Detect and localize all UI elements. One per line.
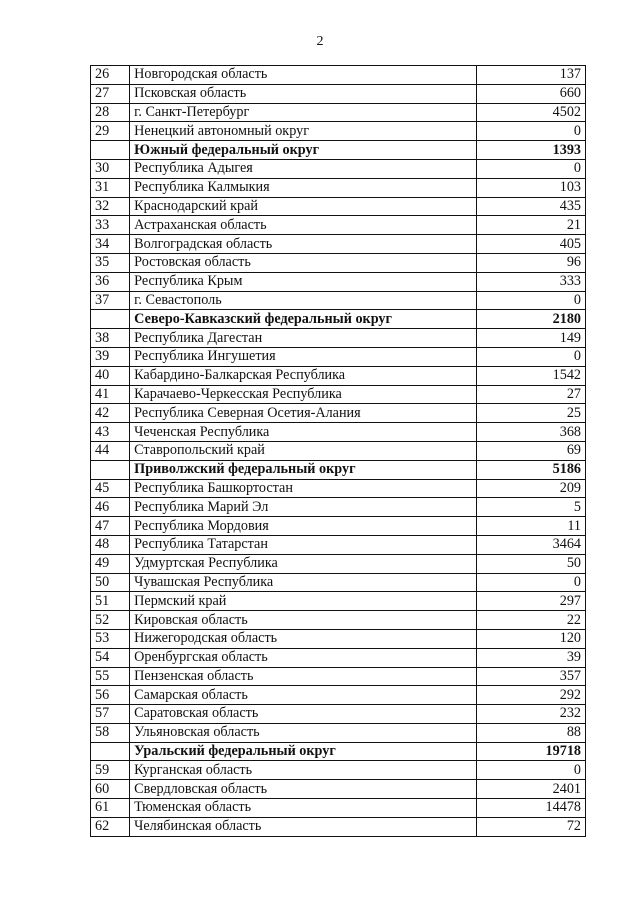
row-number: 62 xyxy=(91,817,130,836)
region-value: 103 xyxy=(476,178,585,197)
region-value: 435 xyxy=(476,197,585,216)
district-total: 2180 xyxy=(476,310,585,329)
district-row xyxy=(91,460,586,479)
row-number: 47 xyxy=(91,517,130,536)
table-row xyxy=(91,122,586,141)
row-number: 53 xyxy=(91,629,130,648)
region-name: Челябинская область xyxy=(130,817,476,836)
row-number: 50 xyxy=(91,573,130,592)
row-number: 26 xyxy=(91,66,130,85)
row-number: 27 xyxy=(91,84,130,103)
page-number: 2 xyxy=(316,34,324,49)
regions-table-body xyxy=(91,66,586,837)
table-row xyxy=(91,84,586,103)
table-row xyxy=(91,780,586,799)
region-value: 357 xyxy=(476,667,585,686)
table-row xyxy=(91,197,586,216)
region-name: Республика Мордовия xyxy=(130,517,476,536)
table-row xyxy=(91,705,586,724)
table-row xyxy=(91,216,586,235)
region-value: 0 xyxy=(476,122,585,141)
region-name: Свердловская область xyxy=(130,780,476,799)
table-row xyxy=(91,799,586,818)
row-number: 41 xyxy=(91,385,130,404)
table-row xyxy=(91,366,586,385)
row-number: 34 xyxy=(91,235,130,254)
region-value: 660 xyxy=(476,84,585,103)
table-row xyxy=(91,404,586,423)
region-name: Оренбургская область xyxy=(130,648,476,667)
row-number: 28 xyxy=(91,103,130,122)
row-number: 36 xyxy=(91,272,130,291)
table-row xyxy=(91,667,586,686)
region-name: Ставропольский край xyxy=(130,441,476,460)
row-number: 58 xyxy=(91,723,130,742)
region-name: Карачаево-Черкесская Республика xyxy=(130,385,476,404)
region-value: 232 xyxy=(476,705,585,724)
table-row xyxy=(91,235,586,254)
row-number: 49 xyxy=(91,554,130,573)
row-number xyxy=(91,460,130,479)
row-number: 57 xyxy=(91,705,130,724)
district-name: Северо-Кавказский федеральный округ xyxy=(130,310,476,329)
row-number: 43 xyxy=(91,423,130,442)
row-number: 42 xyxy=(91,404,130,423)
region-name: Курганская область xyxy=(130,761,476,780)
region-name: Чеченская Республика xyxy=(130,423,476,442)
table-row xyxy=(91,253,586,272)
region-value: 333 xyxy=(476,272,585,291)
district-total: 5186 xyxy=(476,460,585,479)
table-row xyxy=(91,441,586,460)
table-row xyxy=(91,723,586,742)
table-row xyxy=(91,385,586,404)
row-number: 59 xyxy=(91,761,130,780)
region-value: 72 xyxy=(476,817,585,836)
region-name: Республика Северная Осетия-Алания xyxy=(130,404,476,423)
region-name: Республика Ингушетия xyxy=(130,347,476,366)
region-value: 149 xyxy=(476,329,585,348)
region-value: 0 xyxy=(476,291,585,310)
row-number: 60 xyxy=(91,780,130,799)
regions-table xyxy=(90,65,586,837)
row-number: 55 xyxy=(91,667,130,686)
row-number: 31 xyxy=(91,178,130,197)
region-value: 4502 xyxy=(476,103,585,122)
region-name: Чувашская Республика xyxy=(130,573,476,592)
row-number: 56 xyxy=(91,686,130,705)
region-value: 22 xyxy=(476,611,585,630)
row-number: 40 xyxy=(91,366,130,385)
region-value: 5 xyxy=(476,498,585,517)
row-number: 35 xyxy=(91,253,130,272)
table-row xyxy=(91,347,586,366)
table-row xyxy=(91,178,586,197)
table-row xyxy=(91,103,586,122)
region-value: 0 xyxy=(476,347,585,366)
region-value: 96 xyxy=(476,253,585,272)
table-row xyxy=(91,554,586,573)
table-row xyxy=(91,535,586,554)
region-name: Новгородская область xyxy=(130,66,476,85)
row-number: 29 xyxy=(91,122,130,141)
district-name: Уральский федеральный округ xyxy=(130,742,476,761)
region-value: 1542 xyxy=(476,366,585,385)
table-row xyxy=(91,272,586,291)
region-name: г. Санкт-Петербург xyxy=(130,103,476,122)
table-row xyxy=(91,498,586,517)
table-row xyxy=(91,423,586,442)
district-total: 19718 xyxy=(476,742,585,761)
region-name: Республика Башкортостан xyxy=(130,479,476,498)
region-name: Кировская область xyxy=(130,611,476,630)
row-number xyxy=(91,141,130,160)
row-number: 46 xyxy=(91,498,130,517)
table-row xyxy=(91,573,586,592)
district-total: 1393 xyxy=(476,141,585,160)
table-row xyxy=(91,686,586,705)
region-value: 3464 xyxy=(476,535,585,554)
region-value: 0 xyxy=(476,159,585,178)
region-name: Ненецкий автономный округ xyxy=(130,122,476,141)
region-name: г. Севастополь xyxy=(130,291,476,310)
table-row xyxy=(91,629,586,648)
row-number: 52 xyxy=(91,611,130,630)
region-value: 14478 xyxy=(476,799,585,818)
table-row xyxy=(91,817,586,836)
row-number: 48 xyxy=(91,535,130,554)
region-name: Саратовская область xyxy=(130,705,476,724)
row-number: 33 xyxy=(91,216,130,235)
table-row xyxy=(91,479,586,498)
region-name: Пермский край xyxy=(130,592,476,611)
region-value: 405 xyxy=(476,235,585,254)
region-value: 368 xyxy=(476,423,585,442)
district-name: Приволжский федеральный округ xyxy=(130,460,476,479)
region-value: 292 xyxy=(476,686,585,705)
region-name: Кабардино-Балкарская Республика xyxy=(130,366,476,385)
table-row xyxy=(91,159,586,178)
row-number xyxy=(91,310,130,329)
region-name: Астраханская область xyxy=(130,216,476,235)
region-name: Тюменская область xyxy=(130,799,476,818)
table-row xyxy=(91,517,586,536)
table-row xyxy=(91,592,586,611)
district-row xyxy=(91,310,586,329)
row-number: 61 xyxy=(91,799,130,818)
region-value: 11 xyxy=(476,517,585,536)
district-row xyxy=(91,141,586,160)
region-name: Республика Калмыкия xyxy=(130,178,476,197)
region-name: Самарская область xyxy=(130,686,476,705)
region-name: Республика Марий Эл xyxy=(130,498,476,517)
row-number xyxy=(91,742,130,761)
region-value: 120 xyxy=(476,629,585,648)
table-row xyxy=(91,611,586,630)
region-name: Республика Крым xyxy=(130,272,476,291)
region-name: Республика Адыгея xyxy=(130,159,476,178)
table-row xyxy=(91,648,586,667)
row-number: 39 xyxy=(91,347,130,366)
row-number: 45 xyxy=(91,479,130,498)
region-value: 2401 xyxy=(476,780,585,799)
region-value: 0 xyxy=(476,573,585,592)
row-number: 37 xyxy=(91,291,130,310)
region-value: 69 xyxy=(476,441,585,460)
region-value: 39 xyxy=(476,648,585,667)
region-name: Ульяновская область xyxy=(130,723,476,742)
district-name: Южный федеральный округ xyxy=(130,141,476,160)
region-name: Пензенская область xyxy=(130,667,476,686)
table-row xyxy=(91,66,586,85)
region-value: 137 xyxy=(476,66,585,85)
region-value: 88 xyxy=(476,723,585,742)
row-number: 30 xyxy=(91,159,130,178)
region-name: Республика Дагестан xyxy=(130,329,476,348)
region-name: Ростовская область xyxy=(130,253,476,272)
region-value: 21 xyxy=(476,216,585,235)
row-number: 51 xyxy=(91,592,130,611)
row-number: 44 xyxy=(91,441,130,460)
region-value: 297 xyxy=(476,592,585,611)
region-value: 50 xyxy=(476,554,585,573)
region-name: Псковская область xyxy=(130,84,476,103)
table-row xyxy=(91,761,586,780)
row-number: 54 xyxy=(91,648,130,667)
region-name: Республика Татарстан xyxy=(130,535,476,554)
region-value: 209 xyxy=(476,479,585,498)
region-name: Краснодарский край xyxy=(130,197,476,216)
region-name: Волгоградская область xyxy=(130,235,476,254)
row-number: 38 xyxy=(91,329,130,348)
region-name: Удмуртская Республика xyxy=(130,554,476,573)
district-row xyxy=(91,742,586,761)
region-value: 25 xyxy=(476,404,585,423)
region-value: 0 xyxy=(476,761,585,780)
table-row xyxy=(91,329,586,348)
region-name: Нижегородская область xyxy=(130,629,476,648)
row-number: 32 xyxy=(91,197,130,216)
table-row xyxy=(91,291,586,310)
region-value: 27 xyxy=(476,385,585,404)
